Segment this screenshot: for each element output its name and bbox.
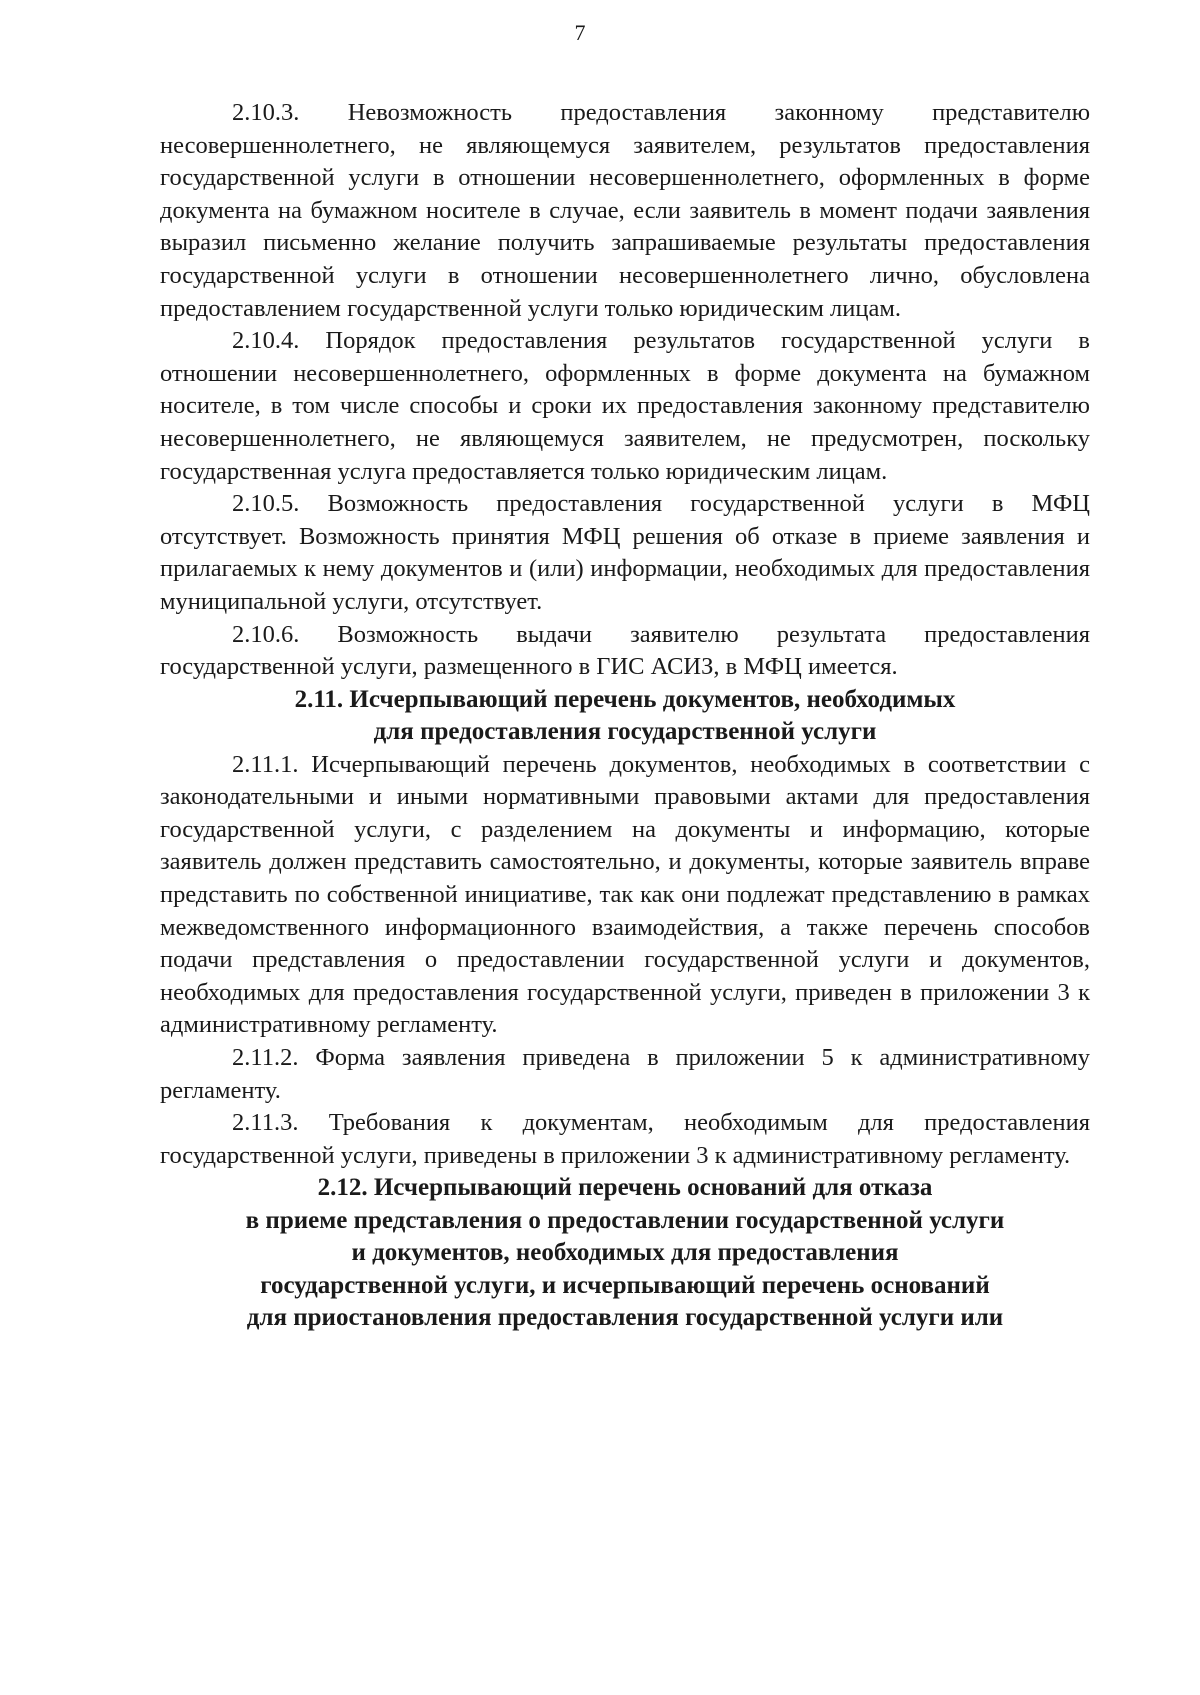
document-body [160, 97, 1090, 1335]
paragraph-2-11-1: 2.11.1. Исчерпывающий перечень документов, необходимых в соответствии с законодательными и иными нормативными правовыми актами для предоставления государственной услуги, с разделением на документы и информацию, которые заявитель должен представить самостоятельно, и документы, которые заявитель вправе представить по собственной инициативе, так как они подлежат представлению в рамках межведомственного информационного взаимодействия, а также перечень способов подачи представления о предоставлении государственной услуги и документов, необходимых для предоставления государственной услуги, приведен в приложении 3 к административному регламенту. [160, 750, 1090, 1039]
heading-line: и документов, необходимых для предоставления [351, 1239, 899, 1267]
paragraph-2-10-6: 2.10.6. Возможность выдачи заявителю результата предоставления государственной услуги, размещенного в ГИС АСИЗ, в МФЦ имеется. [160, 620, 1090, 681]
heading-line: в приеме представления о предоставлении государственной услуги [245, 1206, 1005, 1234]
heading-line: 2.12. Исчерпывающий перечень оснований для отказа [317, 1174, 933, 1202]
paragraph-2-11-3: 2.11.3. Требования к документам, необходимым для предоставления государственной услуги, приведены в приложении 3 к административному регламенту. [160, 1109, 1090, 1169]
heading-line: 2.11. Исчерпывающий перечень документов, необходимых [294, 685, 956, 713]
page-number: 7 [574, 20, 586, 45]
section-heading-2-12 [160, 1172, 1090, 1335]
paragraph-2-10-5: 2.10.5. Возможность предоставления государственной услуги в МФЦ отсутствует. Возможность принятия МФЦ решения об отказе в приеме заявления и прилагаемых к нему документов и (или) информации, необходимых для предоставления муниципальной услуги, отсутствует. [160, 490, 1090, 615]
heading-line: для приостановления предоставления государственной услуги или [246, 1304, 1004, 1332]
paragraph-2-10-4: 2.10.4. Порядок предоставления результатов государственной услуги в отношении несовершеннолетнего, оформленных в форме документа на бумажном носителе, в том числе способы и сроки их предоставления законному представителю несовершеннолетнего, не являющемуся заявителем, не предусмотрен, поскольку государственная услуга предоставляется только юридическим лицам. [160, 327, 1090, 485]
section-heading-2-11 [160, 684, 1090, 749]
paragraph-2-10-3: 2.10.3. Невозможность предоставления законному представителю несовершеннолетнего, не являющемуся заявителем, результатов предоставления государственной услуги в отношении несовершеннолетнего, оформленных в форме документа на бумажном носителе в случае, если заявитель в момент подачи заявления выразил письменно желание получить запрашиваемые результаты предоставления государственной услуги в отношении несовершеннолетнего лично, обусловлена предоставлением государственной услуги только юридическим лицам. [160, 99, 1090, 322]
paragraph-2-11-2: 2.11.2. Форма заявления приведена в приложении 5 к административному регламенту. [160, 1044, 1090, 1104]
heading-line: для предоставления государственной услуги [373, 718, 877, 746]
heading-line: государственной услуги, и исчерпывающий перечень оснований [260, 1271, 990, 1299]
